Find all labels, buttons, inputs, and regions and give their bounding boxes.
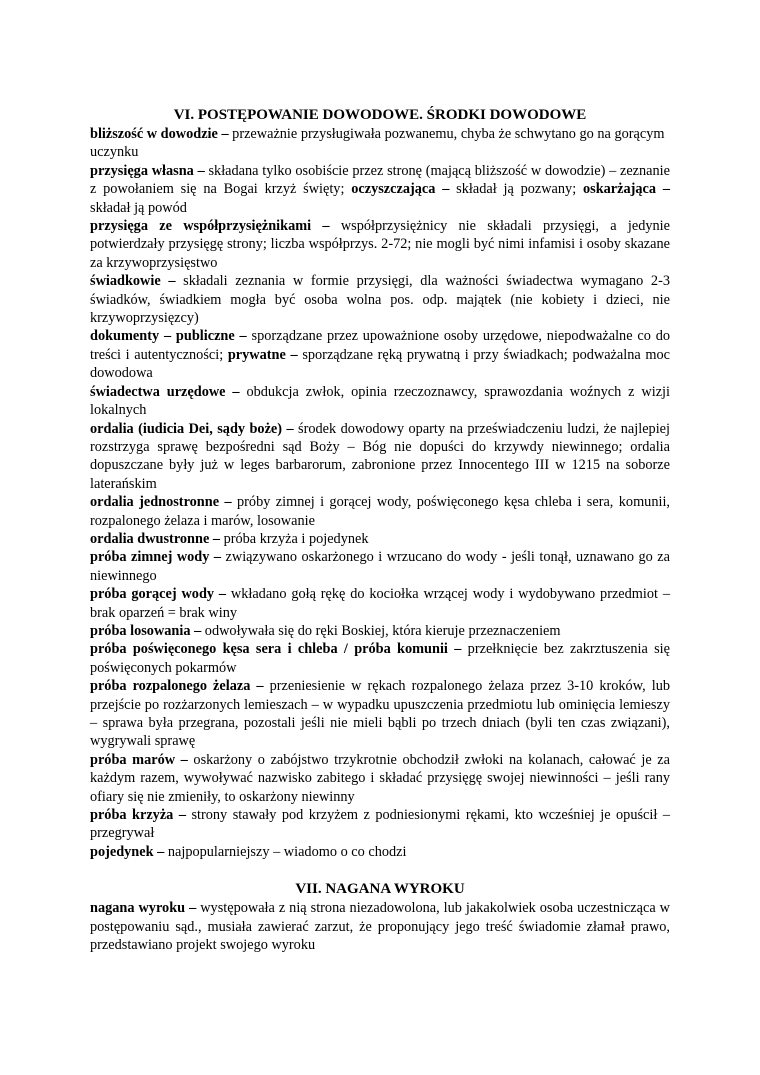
term: oskarżająca –: [582, 181, 670, 198]
definition-text: składana tylko osobiście przez stronę (mającą bliższość w dowodzie) – zeznanie z powołaniem się na Bogai krzyż święty;: [90, 162, 670, 198]
term: próba poświęconego kęsa sera i chleba / próba komunii –: [90, 641, 462, 658]
term: próba rozpalonego żelaza –: [90, 678, 264, 695]
definition-entry: [90, 125, 670, 162]
definition-text: oskarżony o zabójstwo trzykrotnie obchodził zwłoki na kolanach, całować je za każdym razem, wywoływać nazwisko zabitego i składać przysięgę swojej niewinności – jeśli rany ofiary się nie zmieniły, to oskarżony niewinny: [90, 751, 671, 805]
definition-entry: [90, 530, 670, 548]
definition-text: środek dowodowy oparty na przeświadczeniu ludzi, że najlepiej rozstrzyga sprawę bezpośredni sąd Boży – Bóg nie dopuści do krzywdy niewinnego; ordalia dopuszczane były już w leges barbarorum, zabronione przez Innocentego III w 1215 na soborze laterańskim: [90, 420, 670, 492]
term: oczyszczająca –: [351, 181, 450, 198]
term: ordalia jednostronne –: [90, 494, 232, 511]
term: bliższość w dowodzie –: [90, 126, 229, 142]
definition-text: składał ją pozwany;: [449, 181, 583, 198]
definition-text: odwoływała się do ręki Boskiej, która kieruje przeznaczeniem: [201, 622, 561, 639]
definition-entry: [90, 548, 670, 585]
definition-entry: [90, 806, 670, 843]
term: próba zimnej wody –: [90, 549, 222, 566]
term: ordalia dwustronne –: [90, 530, 221, 547]
term: próba marów –: [90, 751, 188, 768]
definition-entry: [90, 751, 670, 806]
definition-text: przeważnie przysługiwała pozwanemu, chyba że schwytano go na gorącym uczynku: [90, 126, 665, 161]
section-heading: VII. NAGANA WYROKU: [295, 881, 465, 898]
term: dokumenty – publiczne –: [90, 328, 247, 345]
term: świadkowie –: [90, 273, 176, 290]
definition-text: strony stawały pod krzyżem z podniesionymi rękami, kto wcześniej je opuścił – przegrywał: [90, 807, 670, 842]
definition-entry: [90, 640, 670, 677]
definition-text: występowała z nią strona niezadowolona, lub jakakolwiek osoba uczestnicząca w postępowaniu sąd., musiała zawierać zarzut, że proponujący jego treść świadomie złamał prawo, przedstawiano projekt swojego wyroku: [90, 900, 671, 954]
definition-entry: [90, 899, 670, 954]
definition-entry: [90, 383, 670, 420]
definition-text: próby zimnej i gorącej wody, poświęconego kęsa chleba i sera, komunii, rozpalonego żelaza i marów, losowanie: [90, 494, 671, 529]
definition-entry: [90, 585, 670, 622]
section-body: [90, 125, 670, 861]
term: prywatne –: [227, 346, 298, 363]
section-heading: VI. POSTĘPOWANIE DOWODOWE. ŚRODKI DOWODOWE: [173, 107, 587, 123]
definition-entry: [90, 217, 670, 272]
definition-text: wkładano gołą rękę do kociołka wrzącej wody i wydobywano przedmiot – brak oparzeń = brak winy: [90, 586, 670, 621]
definition-entry: [90, 843, 670, 861]
term: pojedynek –: [90, 843, 165, 860]
definition-text: próba krzyża i pojedynek: [220, 530, 369, 547]
section-body: [90, 899, 670, 954]
definition-text: najpopularniejszy – wiadomo o co chodzi: [164, 843, 407, 860]
definition-entry: [90, 162, 670, 217]
definition-text: składał ją powód: [90, 199, 187, 216]
term: świadectwa urzędowe –: [90, 383, 240, 400]
term: próba gorącej wody –: [90, 586, 227, 603]
definition-text: obdukcja zwłok, opinia rzeczoznawcy, sprawozdania woźnych z wizji lokalnych: [90, 383, 670, 419]
definition-text: współprzysiężnicy nie składali przysięgi, a jedynie potwierdzały przysięgę strony; liczba współprzys. 2-72; nie mogli być nimi infamisi i osoby skazane za krzywoprzysięstwo: [90, 218, 670, 271]
term: nagana wyroku –: [90, 900, 197, 917]
definition-entry: [90, 327, 670, 382]
definition-entry: [90, 493, 670, 530]
definition-text: składali zeznania w formie przysięgi, dla ważności świadectwa wymagano 2-3 świadków, świadkiem mogła być osoba wolna pos. odp. majątek (nie kobiety i dzieci, nie krzywoprzysięzcy): [90, 273, 670, 327]
definition-text: przełknięcie bez zakrztuszenia się poświęconych pokarmów: [90, 641, 670, 676]
definition-entry: [90, 272, 670, 327]
definition-text: sporządzane ręką prywatną i przy świadkach; podważalna moc dowodowa: [90, 346, 670, 382]
document-page: [90, 106, 670, 954]
definition-entry: [90, 622, 670, 640]
definition-text: związywano oskarżonego i wrzucano do wody - jeśli tonął, uznawano go za niewinnego: [90, 549, 670, 584]
term: próba krzyża –: [90, 807, 186, 824]
definition-text: przeniesienie w rękach rozpalonego żelaza przez 3-10 kroków, lub przejście po rozżarzonych lemieszach – w wypadku upuszczenia przedmiotu lub ominięcia lemieszy – sprawa była przegrana, pozostali jeśli nie mieli bąbli po trzech dniach (byli ten czas związani), wygrywali sprawę: [90, 678, 670, 750]
definition-entry: [90, 677, 670, 751]
definition-entry: [90, 420, 670, 494]
term: próba losowania –: [90, 622, 202, 639]
term: przysięga własna –: [90, 162, 205, 179]
term: przysięga ze współprzysiężnikami –: [90, 218, 330, 235]
definition-text: sporządzane przez upoważnione osoby urzędowe, niepodważalne co do treści i autentyczności;: [90, 328, 670, 363]
term: ordalia (iudicia Dei, sądy boże) –: [90, 420, 294, 437]
